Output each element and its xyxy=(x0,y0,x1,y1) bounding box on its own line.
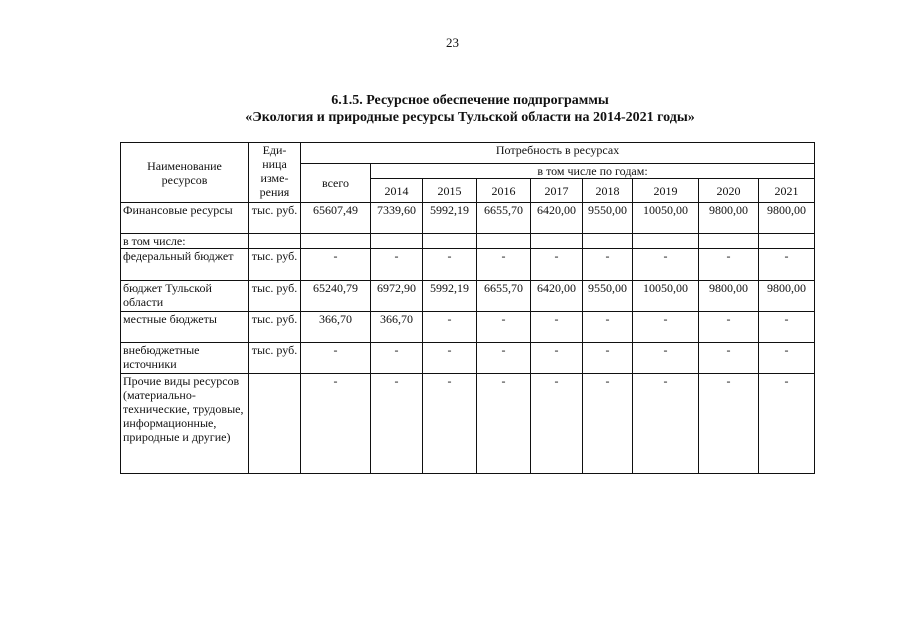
row-year-value: - xyxy=(371,343,423,374)
row-unit: тыс. руб. xyxy=(249,281,301,312)
row-year-value xyxy=(371,234,423,249)
row-unit: тыс. руб. xyxy=(249,312,301,343)
row-year-value: - xyxy=(531,343,583,374)
header-unit: Еди- ница изме- рения xyxy=(249,143,301,203)
row-total: 65607,49 xyxy=(301,203,371,234)
header-year: 2020 xyxy=(699,179,759,203)
row-name: внебюджетные источники xyxy=(121,343,249,374)
row-year-value: - xyxy=(759,249,815,281)
row-year-value: - xyxy=(477,374,531,474)
row-year-value: - xyxy=(759,374,815,474)
row-name: местные бюджеты xyxy=(121,312,249,343)
row-year-value: - xyxy=(531,312,583,343)
header-by-years: в том числе по годам: xyxy=(371,164,815,179)
row-year-value: - xyxy=(699,343,759,374)
section-title xyxy=(120,92,820,126)
row-year-value: - xyxy=(633,312,699,343)
row-year-value: - xyxy=(423,249,477,281)
row-year-value: 10050,00 xyxy=(633,203,699,234)
row-year-value: 6655,70 xyxy=(477,203,531,234)
table-row xyxy=(121,312,815,343)
row-year-value: - xyxy=(699,249,759,281)
header-year: 2014 xyxy=(371,179,423,203)
row-name: Прочие виды ресурсов (материально-технические, трудовые, информационные, природные и другие) xyxy=(121,374,249,474)
header-need: Потребность в ресурсах xyxy=(301,143,815,164)
table-row xyxy=(121,281,815,312)
row-unit: тыс. руб. xyxy=(249,343,301,374)
row-year-value: - xyxy=(371,249,423,281)
row-year-value: 9800,00 xyxy=(699,203,759,234)
row-year-value: 6655,70 xyxy=(477,281,531,312)
row-year-value: 6420,00 xyxy=(531,281,583,312)
header-year: 2021 xyxy=(759,179,815,203)
header-year: 2017 xyxy=(531,179,583,203)
row-unit xyxy=(249,234,301,249)
row-year-value xyxy=(699,234,759,249)
title-line-2: «Экология и природные ресурсы Тульской области на 2014-2021 годы» xyxy=(245,110,695,125)
row-year-value: - xyxy=(759,312,815,343)
row-total: - xyxy=(301,343,371,374)
row-total: - xyxy=(301,249,371,281)
header-total: всего xyxy=(301,164,371,203)
row-year-value: - xyxy=(531,374,583,474)
row-year-value xyxy=(477,234,531,249)
row-year-value: - xyxy=(633,343,699,374)
row-year-value: 7339,60 xyxy=(371,203,423,234)
row-year-value: - xyxy=(477,312,531,343)
page-number: 23 xyxy=(446,35,459,50)
header-row-1 xyxy=(121,143,815,164)
row-total: - xyxy=(301,374,371,474)
table-row xyxy=(121,343,815,374)
row-year-value: - xyxy=(633,374,699,474)
row-year-value: 9550,00 xyxy=(583,281,633,312)
header-year: 2015 xyxy=(423,179,477,203)
table-body xyxy=(121,203,815,474)
row-year-value: 6972,90 xyxy=(371,281,423,312)
title-line-1: 6.1.5. Ресурсное обеспечение подпрограммы xyxy=(331,93,609,108)
row-year-value: 9550,00 xyxy=(583,203,633,234)
row-total: 366,70 xyxy=(301,312,371,343)
row-total xyxy=(301,234,371,249)
row-year-value: - xyxy=(583,343,633,374)
row-year-value: - xyxy=(371,374,423,474)
row-year-value: 9800,00 xyxy=(759,203,815,234)
row-year-value: - xyxy=(423,374,477,474)
row-year-value: 366,70 xyxy=(371,312,423,343)
row-year-value: 10050,00 xyxy=(633,281,699,312)
row-year-value: - xyxy=(423,343,477,374)
row-year-value: - xyxy=(531,249,583,281)
table-row xyxy=(121,249,815,281)
row-total: 65240,79 xyxy=(301,281,371,312)
table-row xyxy=(121,234,815,249)
row-year-value: 9800,00 xyxy=(759,281,815,312)
resource-table xyxy=(120,142,815,474)
row-year-value: 5992,19 xyxy=(423,203,477,234)
header-name: Наименование ресурсов xyxy=(121,143,249,203)
row-year-value: - xyxy=(699,374,759,474)
row-year-value xyxy=(423,234,477,249)
row-year-value: 6420,00 xyxy=(531,203,583,234)
header-year: 2016 xyxy=(477,179,531,203)
row-year-value: - xyxy=(423,312,477,343)
row-year-value xyxy=(633,234,699,249)
row-year-value: - xyxy=(477,343,531,374)
row-unit: тыс. руб. xyxy=(249,203,301,234)
row-year-value: - xyxy=(759,343,815,374)
row-year-value xyxy=(531,234,583,249)
row-year-value: - xyxy=(583,312,633,343)
row-year-value: - xyxy=(699,312,759,343)
table-row xyxy=(121,374,815,474)
row-year-value xyxy=(583,234,633,249)
row-year-value: 5992,19 xyxy=(423,281,477,312)
row-name: федеральный бюджет xyxy=(121,249,249,281)
row-year-value: - xyxy=(583,249,633,281)
row-unit xyxy=(249,374,301,474)
row-year-value: - xyxy=(633,249,699,281)
row-year-value: - xyxy=(583,374,633,474)
table-row xyxy=(121,203,815,234)
header-year: 2019 xyxy=(633,179,699,203)
row-year-value xyxy=(759,234,815,249)
row-year-value: 9800,00 xyxy=(699,281,759,312)
row-name: бюджет Тульской области xyxy=(121,281,249,312)
row-unit: тыс. руб. xyxy=(249,249,301,281)
row-name: в том числе: xyxy=(121,234,249,249)
row-name: Финансовые ресурсы xyxy=(121,203,249,234)
header-year: 2018 xyxy=(583,179,633,203)
row-year-value: - xyxy=(477,249,531,281)
